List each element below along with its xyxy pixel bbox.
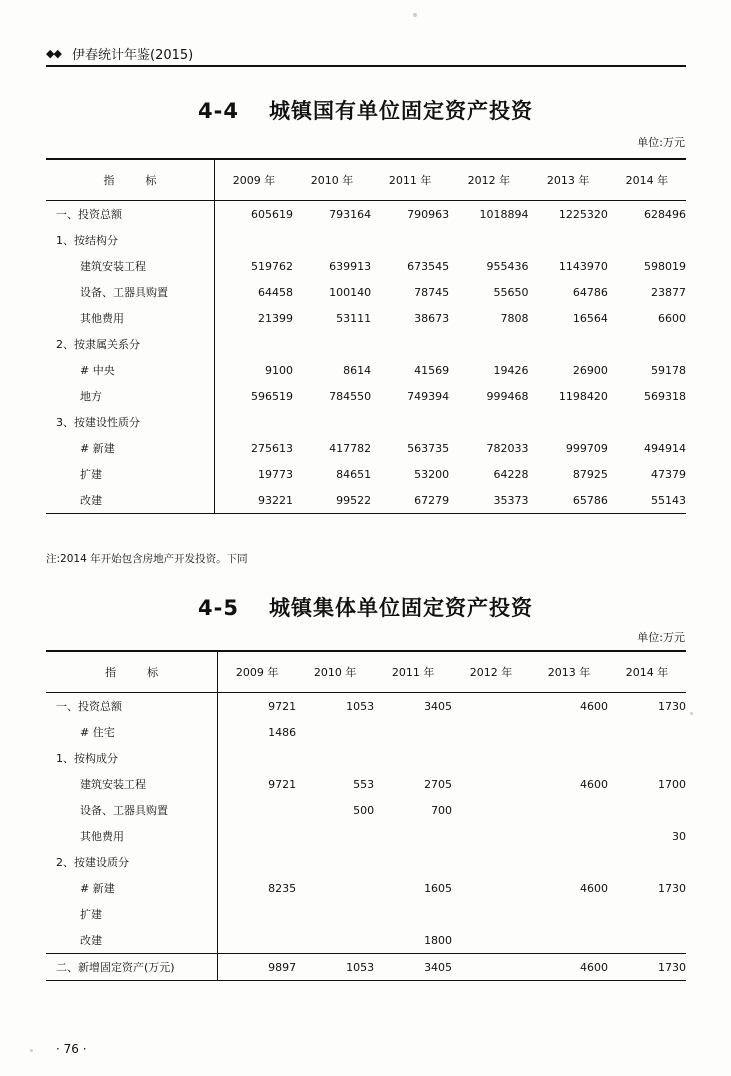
cell-value: 3405 bbox=[424, 960, 453, 974]
cell-value bbox=[608, 849, 686, 875]
cell-value bbox=[608, 901, 686, 927]
cell-value: 417782 bbox=[329, 441, 372, 455]
cell-value: 53200 bbox=[414, 467, 450, 481]
page-number: · 76 · bbox=[56, 1042, 87, 1056]
section-heading-4-4: 城镇国有单位固定资产投资 bbox=[268, 99, 533, 123]
cell-value: 2705 bbox=[424, 777, 453, 791]
cell-value bbox=[608, 227, 686, 253]
cell-value: 9100 bbox=[265, 363, 293, 377]
cell-value: 67279 bbox=[414, 493, 450, 507]
cell-value bbox=[371, 227, 449, 253]
cell-value: 9897 bbox=[268, 960, 297, 974]
section-number-4-4: 4-4 bbox=[198, 99, 239, 123]
col-header-2014: 2014 年 bbox=[625, 666, 669, 679]
cell-value bbox=[296, 849, 374, 875]
cell-value bbox=[296, 745, 374, 771]
cell-value: 64786 bbox=[572, 285, 608, 299]
section-title-4-5 bbox=[0, 592, 731, 622]
cell-value bbox=[608, 409, 686, 435]
cell-value: 1730 bbox=[658, 881, 686, 895]
cell-value: 519762 bbox=[251, 259, 293, 273]
cell-value: 9721 bbox=[268, 777, 297, 791]
cell-value bbox=[608, 927, 686, 953]
table-row bbox=[46, 201, 686, 227]
cell-value bbox=[296, 823, 374, 849]
cell-value: 628496 bbox=[644, 207, 686, 221]
cell-value bbox=[218, 849, 296, 875]
cell-value: 784550 bbox=[329, 389, 372, 403]
cell-value bbox=[218, 745, 296, 771]
cell-value: 563735 bbox=[407, 441, 450, 455]
row-label: # 中央 bbox=[46, 357, 214, 383]
section-title-4-4 bbox=[0, 95, 731, 125]
col-header-2011: 2011 年 bbox=[391, 666, 435, 679]
col-header-2014: 2014 年 bbox=[625, 174, 669, 187]
cell-value bbox=[449, 227, 528, 253]
cell-value: 4600 bbox=[580, 699, 608, 713]
row-label: 1、按结构分 bbox=[46, 227, 214, 253]
header-divider bbox=[46, 65, 686, 67]
cell-value: 35373 bbox=[493, 493, 529, 507]
cell-value bbox=[530, 797, 608, 823]
cell-value bbox=[452, 823, 530, 849]
cell-value: 955436 bbox=[486, 259, 529, 273]
table-row bbox=[46, 797, 686, 823]
table-row bbox=[46, 253, 686, 279]
row-label: 改建 bbox=[46, 927, 218, 953]
cell-value: 19426 bbox=[493, 363, 529, 377]
cell-value: 1198420 bbox=[558, 389, 608, 403]
cell-value bbox=[530, 927, 608, 953]
table-row bbox=[46, 331, 686, 357]
cell-value: 1700 bbox=[658, 777, 686, 791]
cell-value: 9721 bbox=[268, 699, 297, 713]
cell-value: 1800 bbox=[424, 933, 453, 947]
table-row bbox=[46, 357, 686, 383]
table-row bbox=[46, 875, 686, 901]
cell-value bbox=[452, 927, 530, 953]
running-header bbox=[46, 44, 686, 70]
cell-value bbox=[374, 901, 452, 927]
row-label: 其他费用 bbox=[46, 823, 218, 849]
cell-value bbox=[449, 331, 528, 357]
cell-value bbox=[293, 409, 371, 435]
cell-value bbox=[371, 409, 449, 435]
cell-value bbox=[296, 719, 374, 745]
cell-value: 4600 bbox=[580, 881, 608, 895]
col-header-2009: 2009 年 bbox=[235, 666, 279, 679]
cell-value: 41569 bbox=[414, 363, 450, 377]
cell-value bbox=[529, 227, 608, 253]
section-heading-4-5: 城镇集体单位固定资产投资 bbox=[268, 596, 533, 620]
cell-value bbox=[293, 331, 371, 357]
cell-value bbox=[452, 745, 530, 771]
cell-value: 494914 bbox=[644, 441, 686, 455]
cell-value bbox=[452, 849, 530, 875]
table-row bbox=[46, 745, 686, 771]
cell-value bbox=[296, 875, 374, 901]
cell-value: 598019 bbox=[644, 259, 686, 273]
cell-value bbox=[608, 331, 686, 357]
table-4-4-header-row bbox=[46, 160, 686, 200]
row-label: 改建 bbox=[46, 487, 214, 513]
table-row bbox=[46, 461, 686, 487]
scan-speck bbox=[690, 712, 693, 715]
cell-value: 53111 bbox=[336, 311, 372, 325]
cell-value bbox=[374, 745, 452, 771]
cell-value bbox=[452, 719, 530, 745]
table-row bbox=[46, 927, 686, 953]
cell-value: 21399 bbox=[258, 311, 293, 325]
cell-value bbox=[608, 797, 686, 823]
row-label: 设备、工器具购置 bbox=[46, 279, 214, 305]
cell-value: 999468 bbox=[486, 389, 529, 403]
cell-value bbox=[452, 771, 530, 797]
row-label: # 住宅 bbox=[46, 719, 218, 745]
cell-value bbox=[608, 719, 686, 745]
cell-value: 19773 bbox=[258, 467, 293, 481]
cell-value bbox=[452, 797, 530, 823]
cell-value bbox=[452, 875, 530, 901]
cell-value: 4600 bbox=[580, 777, 608, 791]
cell-value: 64458 bbox=[258, 285, 293, 299]
section-number-4-5: 4-5 bbox=[198, 596, 239, 620]
cell-value bbox=[530, 745, 608, 771]
table-4-4 bbox=[46, 158, 686, 514]
cell-value: 1143970 bbox=[558, 259, 608, 273]
cell-value: 1730 bbox=[658, 699, 686, 713]
table-row bbox=[46, 383, 686, 409]
cell-value: 16564 bbox=[572, 311, 608, 325]
cell-value: 23877 bbox=[651, 285, 686, 299]
cell-value bbox=[214, 409, 293, 435]
scan-speck bbox=[413, 13, 417, 17]
row-label: 建筑安装工程 bbox=[46, 771, 218, 797]
cell-value bbox=[374, 719, 452, 745]
cell-value: 1053 bbox=[346, 699, 375, 713]
cell-value: 596519 bbox=[251, 389, 293, 403]
col-header-2010: 2010 年 bbox=[310, 174, 354, 187]
cell-value: 55143 bbox=[651, 493, 686, 507]
row-label: 扩建 bbox=[46, 461, 214, 487]
cell-value bbox=[296, 901, 374, 927]
table-row bbox=[46, 409, 686, 435]
table-4-5-header-row bbox=[46, 652, 686, 692]
cell-value: 999709 bbox=[565, 441, 608, 455]
cell-value: 87925 bbox=[572, 467, 608, 481]
table-row bbox=[46, 901, 686, 927]
table-row bbox=[46, 305, 686, 331]
cell-value bbox=[293, 227, 371, 253]
row-label: 一、投资总额 bbox=[46, 201, 214, 227]
col-header-2013: 2013 年 bbox=[547, 666, 591, 679]
cell-value: 639913 bbox=[329, 259, 372, 273]
col-header-2012: 2012 年 bbox=[467, 174, 511, 187]
cell-value bbox=[530, 849, 608, 875]
cell-value: 84651 bbox=[336, 467, 372, 481]
cell-value: 6600 bbox=[658, 311, 686, 325]
row-label: 3、按建设性质分 bbox=[46, 409, 214, 435]
row-label: 1、按构成分 bbox=[46, 745, 218, 771]
table-row bbox=[46, 487, 686, 513]
cell-value: 553 bbox=[353, 777, 375, 791]
cell-value bbox=[218, 927, 296, 953]
row-label: 建筑安装工程 bbox=[46, 253, 214, 279]
table-row bbox=[46, 849, 686, 875]
cell-value: 38673 bbox=[414, 311, 450, 325]
cell-value bbox=[214, 331, 293, 357]
cell-value: 569318 bbox=[644, 389, 686, 403]
cell-value bbox=[371, 331, 449, 357]
cell-value bbox=[214, 227, 293, 253]
table-row bbox=[46, 954, 686, 980]
cell-value bbox=[529, 409, 608, 435]
col-header-2012: 2012 年 bbox=[469, 666, 513, 679]
row-label: # 新建 bbox=[46, 875, 218, 901]
cell-value: 500 bbox=[353, 803, 375, 817]
diamond-bullet-icon: ◆◆ bbox=[46, 48, 61, 60]
col-header-2013: 2013 年 bbox=[546, 174, 590, 187]
cell-value: 8235 bbox=[268, 881, 297, 895]
cell-value bbox=[530, 823, 608, 849]
unit-note-4-5: 单位:万元 bbox=[637, 631, 685, 644]
cell-value: 1730 bbox=[658, 960, 686, 974]
col-header-indicator: 指 标 bbox=[46, 160, 214, 200]
cell-value: 700 bbox=[431, 803, 453, 817]
row-label: 一、投资总额 bbox=[46, 693, 218, 719]
cell-value: 793164 bbox=[329, 207, 372, 221]
cell-value: 26900 bbox=[572, 363, 608, 377]
cell-value: 1053 bbox=[346, 960, 375, 974]
cell-value bbox=[530, 719, 608, 745]
cell-value bbox=[452, 901, 530, 927]
table-4-4-note: 注:2014 年开始包含房地产开发投资。下同 bbox=[46, 553, 248, 565]
cell-value: 100140 bbox=[329, 285, 372, 299]
cell-value: 749394 bbox=[407, 389, 450, 403]
cell-value: 47379 bbox=[651, 467, 686, 481]
table-row bbox=[46, 435, 686, 461]
cell-value: 65786 bbox=[572, 493, 608, 507]
cell-value bbox=[374, 823, 452, 849]
table-row bbox=[46, 823, 686, 849]
col-header-2011: 2011 年 bbox=[388, 174, 432, 187]
col-header-2010: 2010 年 bbox=[313, 666, 357, 679]
cell-value: 4600 bbox=[580, 960, 608, 974]
cell-value bbox=[374, 849, 452, 875]
row-label: 2、按建设质分 bbox=[46, 849, 218, 875]
cell-value: 3405 bbox=[424, 699, 453, 713]
scan-speck bbox=[30, 1049, 33, 1052]
cell-value: 1018894 bbox=[479, 207, 529, 221]
book-title: 伊春统计年鉴(2015) bbox=[72, 48, 194, 63]
cell-value bbox=[608, 745, 686, 771]
cell-value bbox=[529, 331, 608, 357]
col-header-indicator: 指 标 bbox=[46, 652, 218, 692]
cell-value: 64228 bbox=[493, 467, 529, 481]
unit-note-4-4: 单位:万元 bbox=[637, 136, 685, 149]
table-row bbox=[46, 719, 686, 745]
cell-value bbox=[449, 409, 528, 435]
table-row bbox=[46, 279, 686, 305]
cell-value bbox=[218, 901, 296, 927]
table-4-5 bbox=[46, 650, 686, 981]
cell-value: 275613 bbox=[251, 441, 293, 455]
row-label: 其他费用 bbox=[46, 305, 214, 331]
cell-value bbox=[530, 901, 608, 927]
row-label: 扩建 bbox=[46, 901, 218, 927]
cell-value bbox=[296, 927, 374, 953]
cell-value: 790963 bbox=[407, 207, 450, 221]
row-label: # 新建 bbox=[46, 435, 214, 461]
table-row bbox=[46, 771, 686, 797]
cell-value: 1486 bbox=[268, 725, 297, 739]
cell-value bbox=[452, 954, 530, 980]
row-label: 二、新增固定资产(万元) bbox=[46, 954, 218, 980]
cell-value: 78745 bbox=[414, 285, 450, 299]
table-row bbox=[46, 227, 686, 253]
cell-value: 8614 bbox=[343, 363, 372, 377]
cell-value bbox=[218, 797, 296, 823]
cell-value: 1225320 bbox=[558, 207, 608, 221]
row-label: 2、按隶属关系分 bbox=[46, 331, 214, 357]
cell-value: 93221 bbox=[258, 493, 293, 507]
row-label: 设备、工器具购置 bbox=[46, 797, 218, 823]
cell-value bbox=[452, 693, 530, 719]
cell-value: 30 bbox=[672, 829, 686, 843]
col-header-2009: 2009 年 bbox=[232, 174, 276, 187]
cell-value: 7808 bbox=[500, 311, 529, 325]
cell-value bbox=[218, 823, 296, 849]
table-row bbox=[46, 693, 686, 719]
row-label: 地方 bbox=[46, 383, 214, 409]
cell-value: 673545 bbox=[407, 259, 450, 273]
cell-value: 1605 bbox=[424, 881, 453, 895]
cell-value: 59178 bbox=[651, 363, 686, 377]
cell-value: 605619 bbox=[251, 207, 293, 221]
cell-value: 782033 bbox=[486, 441, 529, 455]
cell-value: 99522 bbox=[336, 493, 372, 507]
cell-value: 55650 bbox=[493, 285, 529, 299]
